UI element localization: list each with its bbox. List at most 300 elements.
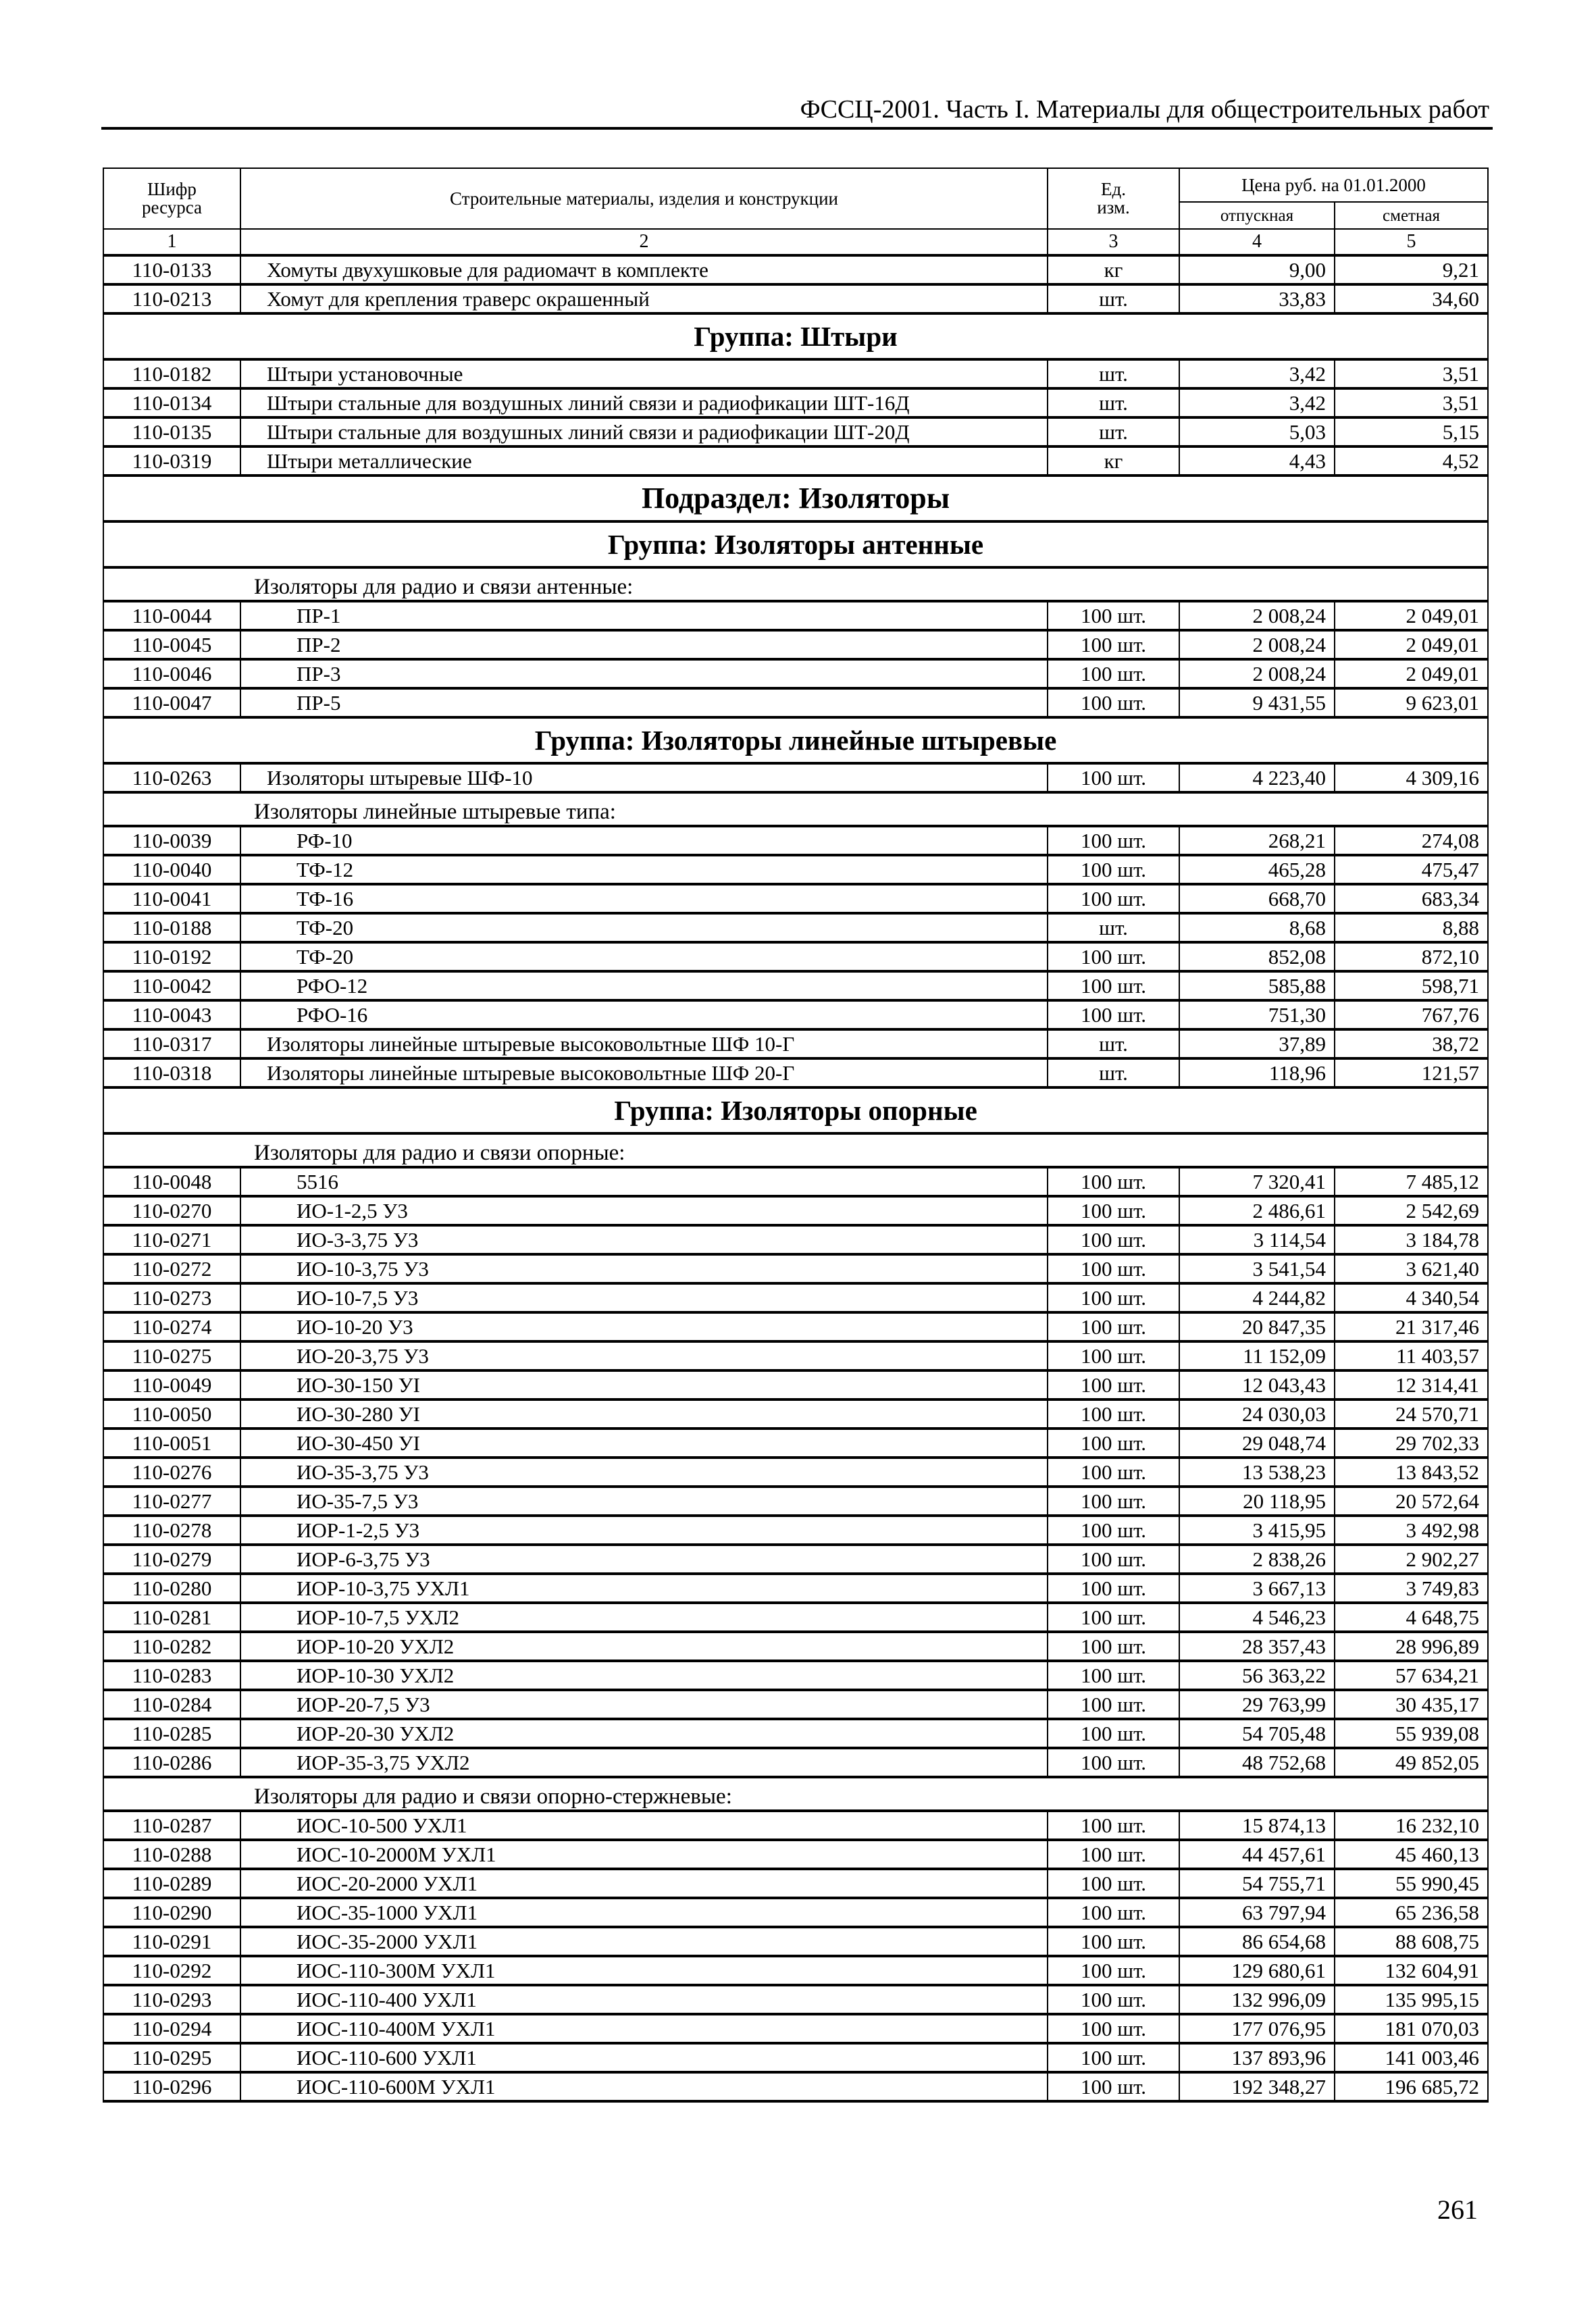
resource-code-cell: 110-0048 [103,1167,240,1196]
estimate-price-cell: 12 314,41 [1335,1370,1488,1399]
release-price-cell: 20 118,95 [1179,1487,1335,1516]
estimate-price-cell: 2 049,01 [1335,630,1488,659]
estimate-price-cell: 132 604,91 [1335,1956,1488,1985]
estimate-price-cell: 29 702,33 [1335,1429,1488,1458]
table-row [103,1370,1488,1399]
release-price-cell: 585,88 [1179,971,1335,1000]
release-price-cell: 8,68 [1179,913,1335,942]
unit-cell: 100 шт. [1048,1429,1179,1458]
release-price-cell: 192 348,27 [1179,2072,1335,2101]
material-name-cell: ИОР-35-3,75 УХЛ2 [240,1748,1048,1777]
unit-cell: 100 шт. [1048,855,1179,884]
unit-cell: 100 шт. [1048,1254,1179,1283]
table-row [103,1719,1488,1748]
resource-code-cell: 110-0263 [103,763,240,792]
material-name-cell: ПР-1 [240,601,1048,630]
estimate-price-cell: 11 403,57 [1335,1341,1488,1370]
unit-cell: 100 шт. [1048,1632,1179,1661]
estimate-price-cell: 88 608,75 [1335,1927,1488,1956]
material-name-cell: ИОР-10-3,75 УХЛ1 [240,1574,1048,1603]
unit-cell: 100 шт. [1048,2043,1179,2072]
unit-cell: шт. [1048,359,1179,388]
material-name-cell: ТФ-16 [240,884,1048,913]
resource-code-cell: 110-0282 [103,1632,240,1661]
material-name-cell: ИОР-10-20 УХЛ2 [240,1632,1048,1661]
release-price-cell: 137 893,96 [1179,2043,1335,2072]
unit-cell: 100 шт. [1048,1167,1179,1196]
release-price-cell: 28 357,43 [1179,1632,1335,1661]
release-price-cell: 29 048,74 [1179,1429,1335,1458]
unit-cell: 100 шт. [1048,1927,1179,1956]
table-row [103,1458,1488,1487]
material-name-cell: ТФ-20 [240,942,1048,971]
resource-code-cell: 110-0043 [103,1000,240,1029]
estimate-price-cell: 9,21 [1335,255,1488,284]
material-name-cell: ИО-35-3,75 У3 [240,1458,1048,1487]
material-name-cell: ИОС-35-1000 УХЛ1 [240,1898,1048,1927]
table-row [103,2072,1488,2101]
release-price-cell: 44 457,61 [1179,1840,1335,1869]
resource-code-cell: 110-0319 [103,446,240,475]
material-name-cell: ПР-5 [240,688,1048,717]
unit-cell: кг [1048,255,1179,284]
table-row [103,1603,1488,1632]
estimate-price-cell: 2 902,27 [1335,1545,1488,1574]
table-row [103,1661,1488,1690]
release-price-cell: 2 486,61 [1179,1196,1335,1225]
unit-cell: 100 шт. [1048,1283,1179,1312]
unit-cell: 100 шт. [1048,1341,1179,1370]
table-row [103,359,1488,388]
material-name-cell: ИО-30-450 УI [240,1429,1048,1458]
resource-code-cell: 110-0049 [103,1370,240,1399]
unit-cell: 100 шт. [1048,2014,1179,2043]
resource-code-cell: 110-0283 [103,1661,240,1690]
release-price-cell: 3 114,54 [1179,1225,1335,1254]
estimate-price-cell: 121,57 [1335,1058,1488,1087]
release-price-cell: 132 996,09 [1179,1985,1335,2014]
unit-cell: 100 шт. [1048,1690,1179,1719]
release-price-cell: 2 008,24 [1179,630,1335,659]
unit-cell: шт. [1048,1029,1179,1058]
estimate-price-cell: 20 572,64 [1335,1487,1488,1516]
unit-cell: 100 шт. [1048,1956,1179,1985]
subgroup-caption: Изоляторы для радио и связи опорные: [103,1133,1488,1167]
release-price-cell: 48 752,68 [1179,1748,1335,1777]
material-name-cell: ИОС-110-600М УХЛ1 [240,2072,1048,2101]
estimate-price-cell: 683,34 [1335,884,1488,913]
release-price-cell: 4,43 [1179,446,1335,475]
table-row [103,417,1488,446]
table-row [103,1399,1488,1429]
resource-code-cell: 110-0279 [103,1545,240,1574]
estimate-price-cell: 24 570,71 [1335,1399,1488,1429]
unit-cell: 100 шт. [1048,826,1179,855]
material-name-cell: ИО-10-20 У3 [240,1312,1048,1341]
subgroup-caption-row [103,1777,1488,1811]
resource-code-cell: 110-0272 [103,1254,240,1283]
material-name-cell: Изоляторы линейные штыревые высоковольтные ШФ 10-Г [240,1029,1048,1058]
estimate-price-cell: 4 340,54 [1335,1283,1488,1312]
estimate-price-cell: 34,60 [1335,284,1488,313]
subsection-heading: Подраздел: Изоляторы [103,475,1488,521]
estimate-price-cell: 3 184,78 [1335,1225,1488,1254]
table-row [103,1869,1488,1898]
table-row [103,688,1488,717]
estimate-price-cell: 274,08 [1335,826,1488,855]
estimate-price-cell: 38,72 [1335,1029,1488,1058]
table-row [103,1312,1488,1341]
release-price-cell: 13 538,23 [1179,1458,1335,1487]
resource-code-cell: 110-0044 [103,601,240,630]
material-name-cell: ИО-30-150 УI [240,1370,1048,1399]
material-name-cell: ИОС-20-2000 УХЛ1 [240,1869,1048,1898]
release-price-cell: 5,03 [1179,417,1335,446]
release-price-cell: 3,42 [1179,388,1335,417]
table-row [103,1516,1488,1545]
material-name-cell: ИОС-110-400М УХЛ1 [240,2014,1048,2043]
estimate-price-cell: 475,47 [1335,855,1488,884]
group-heading: Группа: Изоляторы антенные [103,521,1488,567]
unit-cell: 100 шт. [1048,1603,1179,1632]
estimate-price-cell: 21 317,46 [1335,1312,1488,1341]
unit-cell: шт. [1048,417,1179,446]
unit-cell: 100 шт. [1048,601,1179,630]
resource-code-cell: 110-0188 [103,913,240,942]
table-row [103,1632,1488,1661]
resource-code-cell: 110-0291 [103,1927,240,1956]
table-row [103,1341,1488,1370]
estimate-price-cell: 55 990,45 [1335,1869,1488,1898]
estimate-price-cell: 5,15 [1335,417,1488,446]
release-price-cell: 54 755,71 [1179,1869,1335,1898]
table-body [103,255,1488,2101]
material-name-cell: ИОС-35-2000 УХЛ1 [240,1927,1048,1956]
material-name-cell: ИОС-110-400 УХЛ1 [240,1985,1048,2014]
resource-code-cell: 110-0296 [103,2072,240,2101]
column-header-price-release: отпускная [1179,202,1335,229]
estimate-price-cell: 3,51 [1335,359,1488,388]
unit-cell: 100 шт. [1048,1898,1179,1927]
group-heading: Группа: Изоляторы линейные штыревые [103,717,1488,763]
running-title: ФССЦ-2001. Часть I. Материалы для общестроительных работ [800,95,1489,124]
table-row [103,388,1488,417]
table-row [103,255,1488,284]
table-row [103,1927,1488,1956]
unit-cell: шт. [1048,388,1179,417]
resource-code-cell: 110-0271 [103,1225,240,1254]
page-number: 261 [1437,2194,1478,2225]
estimate-price-cell: 57 634,21 [1335,1661,1488,1690]
unit-cell: 100 шт. [1048,884,1179,913]
subgroup-caption: Изоляторы для радио и связи антенные: [103,567,1488,601]
column-header-name: Строительные материалы, изделия и конструкции [240,168,1048,229]
estimate-price-cell: 9 623,01 [1335,688,1488,717]
resource-code-cell: 110-0270 [103,1196,240,1225]
estimate-price-cell: 4,52 [1335,446,1488,475]
unit-cell: 100 шт. [1048,1516,1179,1545]
column-number: 5 [1335,229,1488,255]
release-price-cell: 86 654,68 [1179,1927,1335,1956]
subgroup-caption: Изоляторы для радио и связи опорно-стержневые: [103,1777,1488,1811]
column-header-code: Шифр ресурса [103,168,240,229]
resource-code-cell: 110-0192 [103,942,240,971]
resource-code-cell: 110-0293 [103,1985,240,2014]
material-name-cell: РФ-10 [240,826,1048,855]
release-price-cell: 15 874,13 [1179,1811,1335,1840]
estimate-price-cell: 181 070,03 [1335,2014,1488,2043]
resource-code-cell: 110-0051 [103,1429,240,1458]
estimate-price-cell: 4 648,75 [1335,1603,1488,1632]
unit-cell: 100 шт. [1048,659,1179,688]
material-name-cell: Изоляторы штыревые ШФ-10 [240,763,1048,792]
unit-cell: 100 шт. [1048,1811,1179,1840]
estimate-price-cell: 767,76 [1335,1000,1488,1029]
table-row [103,601,1488,630]
material-name-cell: ИОР-10-30 УХЛ2 [240,1661,1048,1690]
material-name-cell: ПР-2 [240,630,1048,659]
table-row [103,971,1488,1000]
resource-code-cell: 110-0287 [103,1811,240,1840]
table-row [103,1748,1488,1777]
resource-code-cell: 110-0046 [103,659,240,688]
release-price-cell: 3 415,95 [1179,1516,1335,1545]
subgroup-caption-row [103,792,1488,826]
table-row [103,763,1488,792]
release-price-cell: 37,89 [1179,1029,1335,1058]
unit-cell: 100 шт. [1048,1225,1179,1254]
resource-code-cell: 110-0318 [103,1058,240,1087]
release-price-cell: 129 680,61 [1179,1956,1335,1985]
material-name-cell: ИО-30-280 УI [240,1399,1048,1429]
resource-code-cell: 110-0274 [103,1312,240,1341]
table-row [103,1000,1488,1029]
resource-code-cell: 110-0182 [103,359,240,388]
table-row [103,1283,1488,1312]
resource-code-cell: 110-0050 [103,1399,240,1429]
resource-code-cell: 110-0284 [103,1690,240,1719]
release-price-cell: 9 431,55 [1179,688,1335,717]
resource-code-cell: 110-0285 [103,1719,240,1748]
unit-cell: 100 шт. [1048,1545,1179,1574]
estimate-price-cell: 4 309,16 [1335,763,1488,792]
table-row [103,1690,1488,1719]
unit-cell: 100 шт. [1048,630,1179,659]
unit-cell: 100 шт. [1048,971,1179,1000]
estimate-price-cell: 65 236,58 [1335,1898,1488,1927]
resource-code-cell: 110-0292 [103,1956,240,1985]
estimate-price-cell: 2 049,01 [1335,659,1488,688]
unit-cell: 100 шт. [1048,1370,1179,1399]
unit-cell: 100 шт. [1048,1000,1179,1029]
release-price-cell: 2 008,24 [1179,601,1335,630]
resource-code-cell: 110-0133 [103,255,240,284]
resource-code-cell: 110-0042 [103,971,240,1000]
resource-code-cell: 110-0213 [103,284,240,313]
material-name-cell: Хомуты двухушковые для радиомачт в комплекте [240,255,1048,284]
release-price-cell: 4 546,23 [1179,1603,1335,1632]
unit-cell: шт. [1048,284,1179,313]
release-price-cell: 54 705,48 [1179,1719,1335,1748]
material-name-cell: ИО-1-2,5 У3 [240,1196,1048,1225]
resource-code-cell: 110-0041 [103,884,240,913]
table-row [103,1574,1488,1603]
estimate-price-cell: 8,88 [1335,913,1488,942]
subsection-heading-row [103,475,1488,521]
resource-code-cell: 110-0039 [103,826,240,855]
unit-cell: 100 шт. [1048,1574,1179,1603]
release-price-cell: 668,70 [1179,884,1335,913]
estimate-price-cell: 28 996,89 [1335,1632,1488,1661]
release-price-cell: 4 223,40 [1179,763,1335,792]
estimate-price-cell: 7 485,12 [1335,1167,1488,1196]
resource-code-cell: 110-0277 [103,1487,240,1516]
column-number: 2 [240,229,1048,255]
unit-cell: 100 шт. [1048,1869,1179,1898]
material-name-cell: ИО-10-7,5 У3 [240,1283,1048,1312]
group-heading-row [103,1087,1488,1133]
material-name-cell: Штыри стальные для воздушных линий связи и радиофикации ШТ-20Д [240,417,1048,446]
estimate-price-cell: 55 939,08 [1335,1719,1488,1748]
group-heading-row [103,521,1488,567]
unit-cell: 100 шт. [1048,1399,1179,1429]
resource-code-cell: 110-0280 [103,1574,240,1603]
table-row [103,2043,1488,2072]
material-name-cell: РФО-12 [240,971,1048,1000]
table-row [103,826,1488,855]
estimate-price-cell: 30 435,17 [1335,1690,1488,1719]
table-row [103,1196,1488,1225]
release-price-cell: 3 667,13 [1179,1574,1335,1603]
estimate-price-cell: 45 460,13 [1335,1840,1488,1869]
unit-cell: 100 шт. [1048,1196,1179,1225]
material-name-cell: ИОС-110-600 УХЛ1 [240,2043,1048,2072]
resource-code-cell: 110-0288 [103,1840,240,1869]
column-number: 3 [1048,229,1179,255]
release-price-cell: 268,21 [1179,826,1335,855]
unit-cell: 100 шт. [1048,1840,1179,1869]
group-heading: Группа: Штыри [103,313,1488,359]
unit-cell: 100 шт. [1048,763,1179,792]
estimate-price-cell: 872,10 [1335,942,1488,971]
unit-cell: 100 шт. [1048,942,1179,971]
estimate-price-cell: 3 492,98 [1335,1516,1488,1545]
table-row [103,855,1488,884]
release-price-cell: 7 320,41 [1179,1167,1335,1196]
group-heading-row [103,313,1488,359]
unit-cell: 100 шт. [1048,1719,1179,1748]
estimate-price-cell: 196 685,72 [1335,2072,1488,2101]
table-row [103,1545,1488,1574]
unit-cell: 100 шт. [1048,688,1179,717]
unit-cell: 100 шт. [1048,1748,1179,1777]
material-name-cell: ИО-3-3,75 У3 [240,1225,1048,1254]
material-name-cell: 5516 [240,1167,1048,1196]
estimate-price-cell: 598,71 [1335,971,1488,1000]
resource-code-cell: 110-0134 [103,388,240,417]
unit-cell: 100 шт. [1048,1487,1179,1516]
material-name-cell: ИОР-10-7,5 УХЛ2 [240,1603,1048,1632]
unit-cell: 100 шт. [1048,2072,1179,2101]
table-row [103,1985,1488,2014]
release-price-cell: 751,30 [1179,1000,1335,1029]
release-price-cell: 465,28 [1179,855,1335,884]
release-price-cell: 56 363,22 [1179,1661,1335,1690]
resource-code-cell: 110-0289 [103,1869,240,1898]
resource-code-cell: 110-0275 [103,1341,240,1370]
estimate-price-cell: 3 749,83 [1335,1574,1488,1603]
table-row [103,1811,1488,1840]
resource-code-cell: 110-0317 [103,1029,240,1058]
unit-cell: шт. [1048,1058,1179,1087]
resource-code-cell: 110-0276 [103,1458,240,1487]
table-row [103,284,1488,313]
unit-cell: кг [1048,446,1179,475]
release-price-cell: 29 763,99 [1179,1690,1335,1719]
material-name-cell: ТФ-20 [240,913,1048,942]
table-row [103,942,1488,971]
table-row [103,1167,1488,1196]
table-row [103,1898,1488,1927]
estimate-price-cell: 141 003,46 [1335,2043,1488,2072]
table-row [103,1956,1488,1985]
unit-cell: 100 шт. [1048,1985,1179,2014]
material-name-cell: Штыри стальные для воздушных линий связи и радиофикации ШТ-16Д [240,388,1048,417]
table-row [103,1058,1488,1087]
release-price-cell: 11 152,09 [1179,1341,1335,1370]
column-header-price-estimate: сметная [1335,202,1488,229]
release-price-cell: 177 076,95 [1179,2014,1335,2043]
material-name-cell: ИО-35-7,5 У3 [240,1487,1048,1516]
unit-cell: 100 шт. [1048,1312,1179,1341]
estimate-price-cell: 135 995,15 [1335,1985,1488,2014]
table-row [103,1840,1488,1869]
material-name-cell: ИО-10-3,75 У3 [240,1254,1048,1283]
resource-code-cell: 110-0295 [103,2043,240,2072]
release-price-cell: 2 008,24 [1179,659,1335,688]
table-row [103,1429,1488,1458]
material-name-cell: ТФ-12 [240,855,1048,884]
release-price-cell: 12 043,43 [1179,1370,1335,1399]
table-row [103,630,1488,659]
material-name-cell: Штыри установочные [240,359,1048,388]
estimate-price-cell: 2 049,01 [1335,601,1488,630]
material-name-cell: ИО-20-3,75 У3 [240,1341,1048,1370]
estimate-price-cell: 2 542,69 [1335,1196,1488,1225]
estimate-price-cell: 3 621,40 [1335,1254,1488,1283]
material-name-cell: Хомут для крепления траверс окрашенный [240,284,1048,313]
material-name-cell: Изоляторы линейные штыревые высоковольтные ШФ 20-Г [240,1058,1048,1087]
table-row [103,1225,1488,1254]
resource-code-cell: 110-0045 [103,630,240,659]
release-price-cell: 3,42 [1179,359,1335,388]
resource-code-cell: 110-0273 [103,1283,240,1312]
table-row [103,884,1488,913]
subgroup-caption-row [103,1133,1488,1167]
group-heading-row [103,717,1488,763]
header-rule [101,127,1493,130]
release-price-cell: 20 847,35 [1179,1312,1335,1341]
unit-cell: 100 шт. [1048,1661,1179,1690]
release-price-cell: 852,08 [1179,942,1335,971]
subgroup-caption-row [103,567,1488,601]
resource-code-cell: 110-0278 [103,1516,240,1545]
column-header-unit: Ед. изм. [1048,168,1179,229]
subgroup-caption: Изоляторы линейные штыревые типа: [103,792,1488,826]
material-name-cell: ИОР-1-2,5 У3 [240,1516,1048,1545]
material-name-cell: ИОР-20-7,5 У3 [240,1690,1048,1719]
release-price-cell: 24 030,03 [1179,1399,1335,1429]
